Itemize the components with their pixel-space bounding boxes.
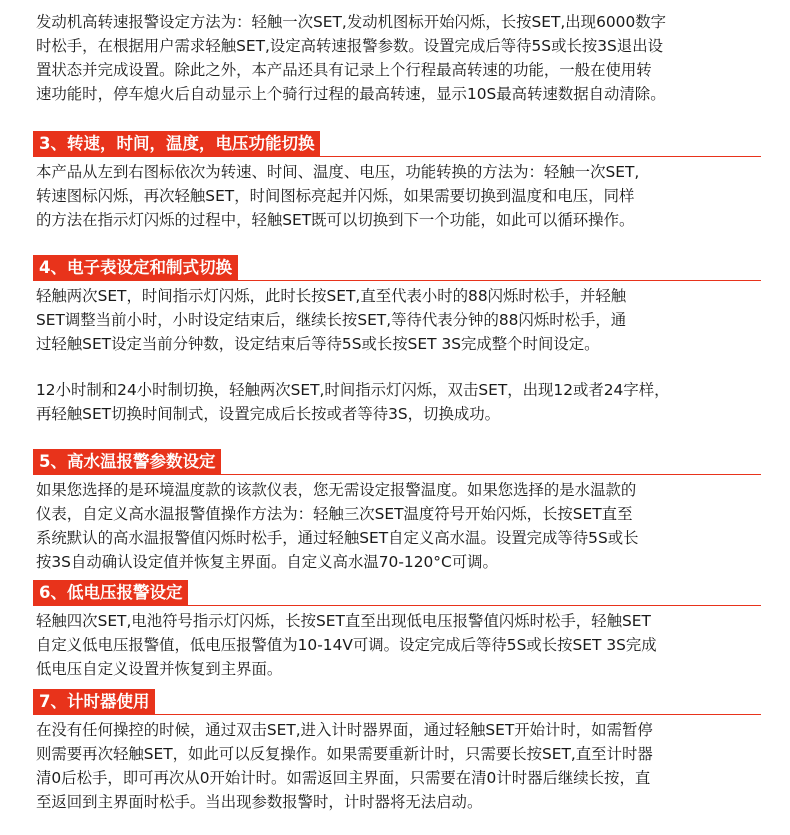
paragraph-line: 时松手，在根据用户需求轻触SET,设定高转速报警参数。设置完成后等待5S或长按3S退出设 xyxy=(36,37,663,55)
section-paragraph-clock-format xyxy=(36,378,766,426)
paragraph-line: 速功能时，停车熄火后自动显示上个骑行过程的最高转速，显示10S最高转速数据自动清除。 xyxy=(36,85,666,103)
section-underline xyxy=(33,714,761,715)
paragraph-line: 如果您选择的是环境温度款的该款仪表，您无需设定报警温度。如果您选择的是水温款的 xyxy=(36,481,637,499)
section-paragraph-high-temp-alarm xyxy=(36,478,766,574)
paragraph-line: 过轻触SET设定当前分钟数，设定结束后等待5S或长按SET 3S完成整个时间设定。 xyxy=(36,335,600,353)
section-paragraph-function-switch xyxy=(36,160,766,232)
paragraph-line: 本产品从左到右图标依次为转速、时间、温度、电压，功能转换的方法为：轻触一次SET, xyxy=(36,163,640,181)
paragraph-line: 轻触四次SET,电池符号指示灯闪烁，长按SET直至出现低电压报警值闪烁时松手，轻触SET xyxy=(36,612,651,630)
paragraph-line: 12小时制和24小时制切换，轻触两次SET,时间指示灯闪烁，双击SET，出现12或者24字样， xyxy=(36,381,670,399)
section-underline xyxy=(33,605,761,606)
paragraph-line: 再轻触SET切换时间制式，设置完成后长按或者等待3S，切换成功。 xyxy=(36,405,501,423)
section-underline xyxy=(33,156,761,157)
paragraph-line: 发动机高转速报警设定方法为：轻触一次SET,发动机图标开始闪烁，长按SET,出现6000数字 xyxy=(36,13,667,31)
paragraph-line: SET调整当前小时，小时设定结束后，继续长按SET,等待代表分钟的88闪烁时松手，通 xyxy=(36,311,627,329)
paragraph-line: 在没有任何操控的时候，通过双击SET,进入计时器界面，通过轻触SET开始计时，如需暂停 xyxy=(36,721,653,739)
paragraph-line: 仪表，自定义高水温报警值操作方法为：轻触三次SET温度符号开始闪烁，长按SET直至 xyxy=(36,505,633,523)
section-paragraph-clock-setting xyxy=(36,284,766,356)
section-underline xyxy=(33,474,761,475)
section-heading-low-voltage-alarm: 6、低电压报警设定 xyxy=(33,580,188,606)
paragraph-line: 按3S自动确认设定值并恢复主界面。自定义高水温70-120°C可调。 xyxy=(36,553,498,571)
paragraph-line: 转速图标闪烁，再次轻触SET，时间图标亮起并闪烁，如果需要切换到温度和电压，同样 xyxy=(36,187,635,205)
paragraph-line: 至返回到主界面时松手。当出现参数报警时，计时器将无法启动。 xyxy=(36,793,483,811)
paragraph-line: 置状态并完成设置。除此之外，本产品还具有记录上个行程最高转速的功能，一般在使用转 xyxy=(36,61,652,79)
paragraph-line: 低电压自定义设置并恢复到主界面。 xyxy=(36,660,283,678)
paragraph-line: 的方法在指示灯闪烁的过程中，轻触SET既可以切换到下一个功能，如此可以循环操作。 xyxy=(36,211,635,229)
paragraph-line: 自定义低电压报警值，低电压报警值为10-14V可调。设定完成后等待5S或长按SET 3S完成 xyxy=(36,636,657,654)
paragraph-line: 清0后松手，即可再次从0开始计时。如需返回主界面，只需要在清0计时器后继续长按，直 xyxy=(36,769,651,787)
section-heading-clock-setting: 4、电子表设定和制式切换 xyxy=(33,255,238,281)
paragraph-line: 轻触两次SET，时间指示灯闪烁，此时长按SET,直至代表小时的88闪烁时松手，并轻触 xyxy=(36,287,627,305)
paragraph-line: 系统默认的高水温报警值闪烁时松手，通过轻触SET自定义高水温。设置完成等待5S或长 xyxy=(36,529,639,547)
section-paragraph-timer xyxy=(36,718,766,814)
section-paragraph-low-voltage-alarm xyxy=(36,609,766,681)
section-heading-high-temp-alarm: 5、高水温报警参数设定 xyxy=(33,449,221,475)
section-heading-function-switch: 3、转速，时间，温度，电压功能切换 xyxy=(33,131,320,157)
section-underline xyxy=(33,280,761,281)
intro-paragraph xyxy=(36,10,766,106)
section-heading-timer: 7、计时器使用 xyxy=(33,689,155,715)
paragraph-line: 则需要再次轻触SET，如此可以反复操作。如果需要重新计时，只需要长按SET,直至计时器 xyxy=(36,745,653,763)
